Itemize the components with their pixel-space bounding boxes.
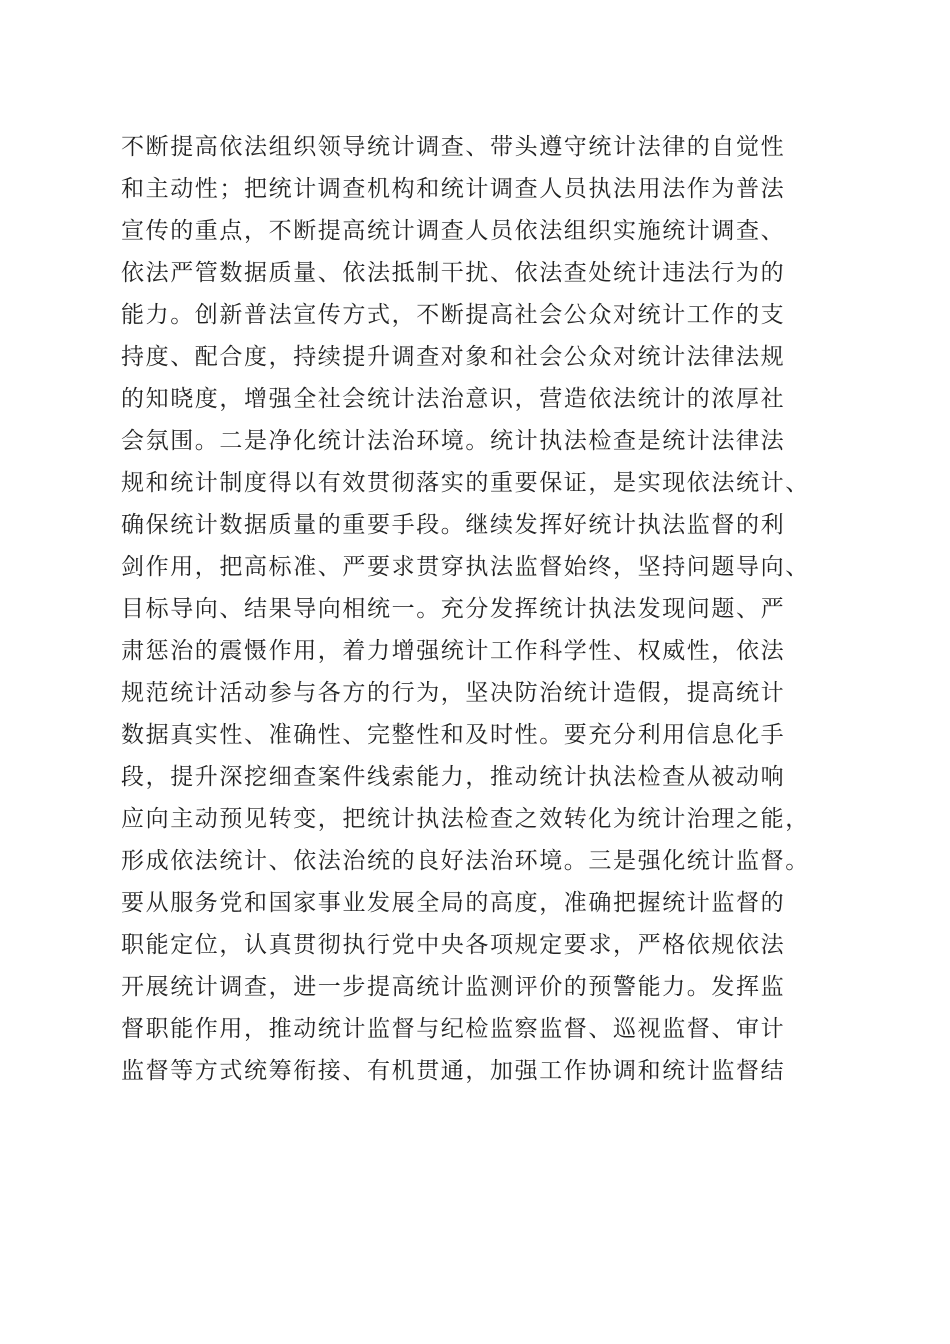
text-line: 和主动性；把统计调查机构和统计调查人员执法用法作为普法 [121, 176, 786, 202]
text-line: 要从服务党和国家事业发展全局的高度，准确把握统计监督的 [121, 890, 786, 916]
text-line: 能力。创新普法宣传方式，不断提高社会公众对统计工作的支 [121, 302, 786, 328]
text-line: 的知晓度，增强全社会统计法治意识，营造依法统计的浓厚社 [121, 386, 786, 412]
text-line: 职能定位，认真贯彻执行党中央各项规定要求，严格依规依法 [121, 932, 786, 958]
text-line: 开展统计调查，进一步提高统计监测评价的预警能力。发挥监 [121, 974, 786, 1000]
text-line: 会氛围。二是净化统计法治环境。统计执法检查是统计法律法 [121, 428, 786, 454]
text-line: 依法严管数据质量、依法抵制干扰、依法查处统计违法行为的 [121, 260, 786, 286]
text-line: 宣传的重点，不断提高统计调查人员依法组织实施统计调查、 [121, 218, 786, 244]
text-line: 规范统计活动参与各方的行为，坚决防治统计造假，提高统计 [121, 680, 786, 706]
text-line: 数据真实性、准确性、完整性和及时性。要充分利用信息化手 [121, 722, 786, 748]
text-line: 形成依法统计、依法治统的良好法治环境。三是强化统计监督。 [121, 848, 810, 874]
text-line: 应向主动预见转变，把统计执法检查之效转化为统计治理之能， [121, 806, 810, 832]
text-line: 确保统计数据质量的重要手段。继续发挥好统计执法监督的利 [121, 512, 786, 538]
text-line: 持度、配合度，持续提升调查对象和社会公众对统计法律法规 [121, 344, 786, 370]
text-line: 目标导向、结果导向相统一。充分发挥统计执法发现问题、严 [121, 596, 786, 622]
text-line: 规和统计制度得以有效贯彻落实的重要保证，是实现依法统计、 [121, 470, 810, 496]
text-line: 肃惩治的震慑作用，着力增强统计工作科学性、权威性，依法 [121, 638, 786, 664]
text-line: 监督等方式统筹衔接、有机贯通，加强工作协调和统计监督结 [121, 1058, 786, 1084]
body-paragraph [121, 126, 861, 1092]
text-line: 督职能作用，推动统计监督与纪检监察监督、巡视监督、审计 [121, 1016, 786, 1042]
text-line: 段，提升深挖细查案件线索能力，推动统计执法检查从被动响 [121, 764, 786, 790]
text-line: 剑作用，把高标准、严要求贯穿执法监督始终，坚持问题导向、 [121, 554, 810, 580]
text-line: 不断提高依法组织领导统计调查、带头遵守统计法律的自觉性 [121, 134, 786, 160]
